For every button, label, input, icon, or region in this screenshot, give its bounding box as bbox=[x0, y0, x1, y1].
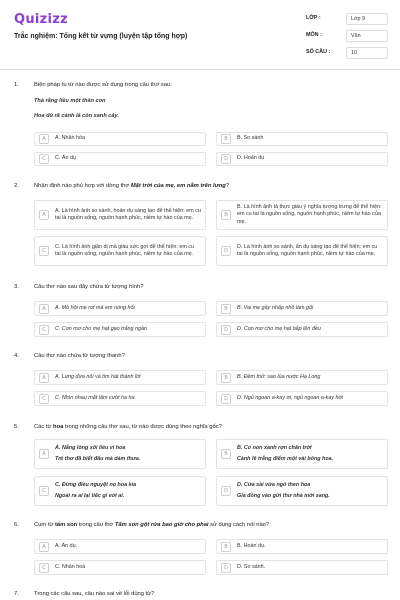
option-letter-c: C bbox=[39, 154, 49, 164]
option-b[interactable] bbox=[216, 370, 388, 385]
option-letter-a: A bbox=[39, 542, 49, 552]
class-label: LỚP : bbox=[306, 15, 321, 22]
question-text: Các từ hoa trong những câu thơ sau, từ nào được dùng theo nghĩa gốc? bbox=[34, 424, 222, 430]
option-text: A. Nắng lòng xôi liều vì hoa Trẻ thơ đã biết đâu mà dám thưa. bbox=[55, 444, 141, 462]
question-number: 5. bbox=[14, 424, 19, 430]
option-letter-d: D bbox=[221, 325, 231, 335]
question-4 bbox=[0, 353, 400, 402]
option-text: A. Mồ hôi mẹ rơi má em nóng hổi bbox=[55, 304, 135, 311]
option-text: C. Là hình ảnh giản dị mà giàu sức gợi để thể hiện: em cu tai là nguồn sống, nguồn hạnh phúc, niềm tự hào của mẹ. bbox=[55, 243, 194, 257]
question-2 bbox=[0, 183, 400, 257]
option-text: B. Có non xanh rợn chân trời Cành lê trắng điểm một vài bông hoa. bbox=[237, 444, 334, 462]
option-text: B. Hoán dụ. bbox=[237, 542, 266, 549]
question-text: Biện pháp tu từ nào được sử dụng trong câu thơ sau: bbox=[34, 82, 172, 88]
option-d[interactable] bbox=[216, 560, 388, 575]
option-letter-c: C bbox=[39, 246, 49, 256]
question-quote: Thà rằng liều một thân con bbox=[34, 97, 106, 104]
option-letter-d: D bbox=[221, 246, 231, 256]
option-a[interactable] bbox=[34, 132, 206, 146]
question-5 bbox=[0, 424, 400, 499]
option-text: B. So sánh bbox=[237, 135, 264, 142]
count-field: 10 bbox=[346, 47, 388, 59]
option-letter-d: D bbox=[221, 394, 231, 404]
quizizz-logo[interactable]: Quizizz bbox=[14, 12, 69, 27]
option-letter-a: A bbox=[39, 304, 49, 314]
option-b[interactable] bbox=[216, 132, 388, 146]
option-text: A. Lưng đưa nôi và tim hát thành lời bbox=[55, 373, 141, 380]
option-letter-d: D bbox=[221, 563, 231, 573]
option-text: B. Là hình ảnh tả thực giàu ý nghĩa tượng trưng để thể hiện: em cu tai là nguồn sống, nguồn hạnh phúc, niềm tự hào của mẹ. bbox=[237, 204, 382, 225]
option-d[interactable] bbox=[216, 152, 388, 166]
question-3 bbox=[0, 284, 400, 333]
option-a[interactable] bbox=[34, 539, 206, 554]
question-number: 6. bbox=[14, 522, 19, 528]
option-text: B. Đêm thở: sao lùa nước Hạ Long bbox=[237, 373, 321, 380]
option-b[interactable] bbox=[216, 539, 388, 554]
option-c[interactable] bbox=[34, 476, 206, 506]
option-letter-c: C bbox=[39, 394, 49, 404]
question-quote: Hoa dù rã cánh lá còn xanh cây. bbox=[34, 113, 119, 120]
option-text: D. Ngủ ngoan a-kay ơi, ngủ ngoan a-kay hời bbox=[237, 394, 344, 401]
option-letter-c: C bbox=[39, 325, 49, 335]
option-text: B. Vai mẹ gầy nhấp nhô làm gối bbox=[237, 304, 314, 311]
option-letter-a: A bbox=[39, 134, 49, 144]
option-letter-b: B bbox=[221, 304, 231, 314]
option-d[interactable] bbox=[216, 236, 388, 266]
option-a[interactable] bbox=[34, 200, 206, 230]
count-label: SỐ CÂU : bbox=[306, 49, 331, 56]
option-letter-d: D bbox=[221, 486, 231, 496]
option-text: D. So sánh. bbox=[237, 563, 266, 570]
question-text: Trong các câu sau, câu nào sai về lỗi dùng từ? bbox=[34, 591, 155, 597]
class-field: Lớp 9 bbox=[346, 13, 388, 25]
option-text: C. Nhân hoá bbox=[55, 563, 86, 570]
option-text: D. Con mơ cho mẹ hạt bắp lên đều bbox=[237, 325, 321, 332]
option-letter-b: B bbox=[221, 210, 231, 220]
option-letter-c: C bbox=[39, 486, 49, 496]
question-text: Câu thơ nào sau đây chứa từ tượng hình? bbox=[34, 284, 144, 290]
option-text: D. Là hình ảnh so sánh, ẩn dụ sáng tạo để thể hiện: em cu tai là nguồn sống, nguồn hạnh phúc, niềm tự hào của mẹ. bbox=[237, 243, 378, 257]
option-c[interactable] bbox=[34, 236, 206, 266]
option-text: D. Cửa sài vừa ngỏ then hoa Gia đồng vào gửi thư nhà mới sang. bbox=[237, 481, 330, 499]
option-text: A. Là hình ảnh so sánh, hoán dụ sáng tạo để thể hiện: em cu tai là nguồn sống, nguồn hạnh phúc, niềm tự hào của mẹ. bbox=[55, 207, 201, 221]
option-text: C. Ẩn dụ bbox=[55, 155, 76, 162]
option-text: A. Ẩn dụ. bbox=[55, 542, 78, 549]
option-letter-a: A bbox=[39, 449, 49, 459]
option-b[interactable] bbox=[216, 439, 388, 469]
question-number: 3. bbox=[14, 284, 19, 290]
question-7 bbox=[0, 591, 400, 599]
option-c[interactable] bbox=[34, 152, 206, 166]
option-text: D. Hoán dụ bbox=[237, 155, 265, 162]
option-a[interactable] bbox=[34, 439, 206, 469]
option-c[interactable] bbox=[34, 391, 206, 406]
option-letter-c: C bbox=[39, 563, 49, 573]
option-letter-b: B bbox=[221, 134, 231, 144]
option-letter-b: B bbox=[221, 542, 231, 552]
option-text: C. Nhìn nhau mặt lấm cười ha ha bbox=[55, 394, 135, 401]
option-c[interactable] bbox=[34, 322, 206, 337]
option-text: A. Nhân hóa bbox=[55, 135, 85, 142]
option-letter-a: A bbox=[39, 373, 49, 383]
option-c[interactable] bbox=[34, 560, 206, 575]
option-letter-b: B bbox=[221, 449, 231, 459]
worksheet-title: Trắc nghiệm: Tổng kết từ vựng (luyện tập tổng hợp) bbox=[14, 33, 188, 40]
question-text: Cụm từ tấm son trong câu thơ Tấm son gột rửa bao giờ cho phai sử dụng cách nói nào? bbox=[34, 522, 270, 528]
meta-class-row bbox=[306, 12, 388, 26]
question-number: 2. bbox=[14, 183, 19, 189]
question-text: Nhận định nào phù hợp với dòng thơ Mặt trời của mẹ, em nằm trên lưng? bbox=[34, 183, 230, 189]
meta-count-row bbox=[306, 46, 388, 60]
option-letter-d: D bbox=[221, 154, 231, 164]
subject-label: MÔN : bbox=[306, 32, 322, 39]
option-d[interactable] bbox=[216, 322, 388, 337]
question-text: Câu thơ nào chứa từ tượng thanh? bbox=[34, 353, 125, 359]
question-number: 4. bbox=[14, 353, 19, 359]
question-number: 1. bbox=[14, 82, 19, 88]
option-a[interactable] bbox=[34, 301, 206, 316]
option-b[interactable] bbox=[216, 301, 388, 316]
subject-field: Văn bbox=[346, 30, 388, 42]
option-letter-b: B bbox=[221, 373, 231, 383]
option-a[interactable] bbox=[34, 370, 206, 385]
option-d[interactable] bbox=[216, 476, 388, 506]
option-text: C. Đừng điều nguyệt nọ hoa kia Ngoài ra ai lại tiếc gì với ai. bbox=[55, 481, 137, 499]
question-1 bbox=[0, 82, 400, 162]
option-d[interactable] bbox=[216, 391, 388, 406]
option-text: C. Con mơ cho mẹ hạt gạo trắng ngần bbox=[55, 325, 147, 332]
worksheet-header bbox=[0, 0, 400, 70]
question-number: 7. bbox=[14, 591, 19, 597]
question-6 bbox=[0, 522, 400, 571]
worksheet-meta bbox=[306, 12, 388, 63]
meta-subject-row bbox=[306, 29, 388, 43]
option-b[interactable] bbox=[216, 200, 388, 230]
option-letter-a: A bbox=[39, 210, 49, 220]
